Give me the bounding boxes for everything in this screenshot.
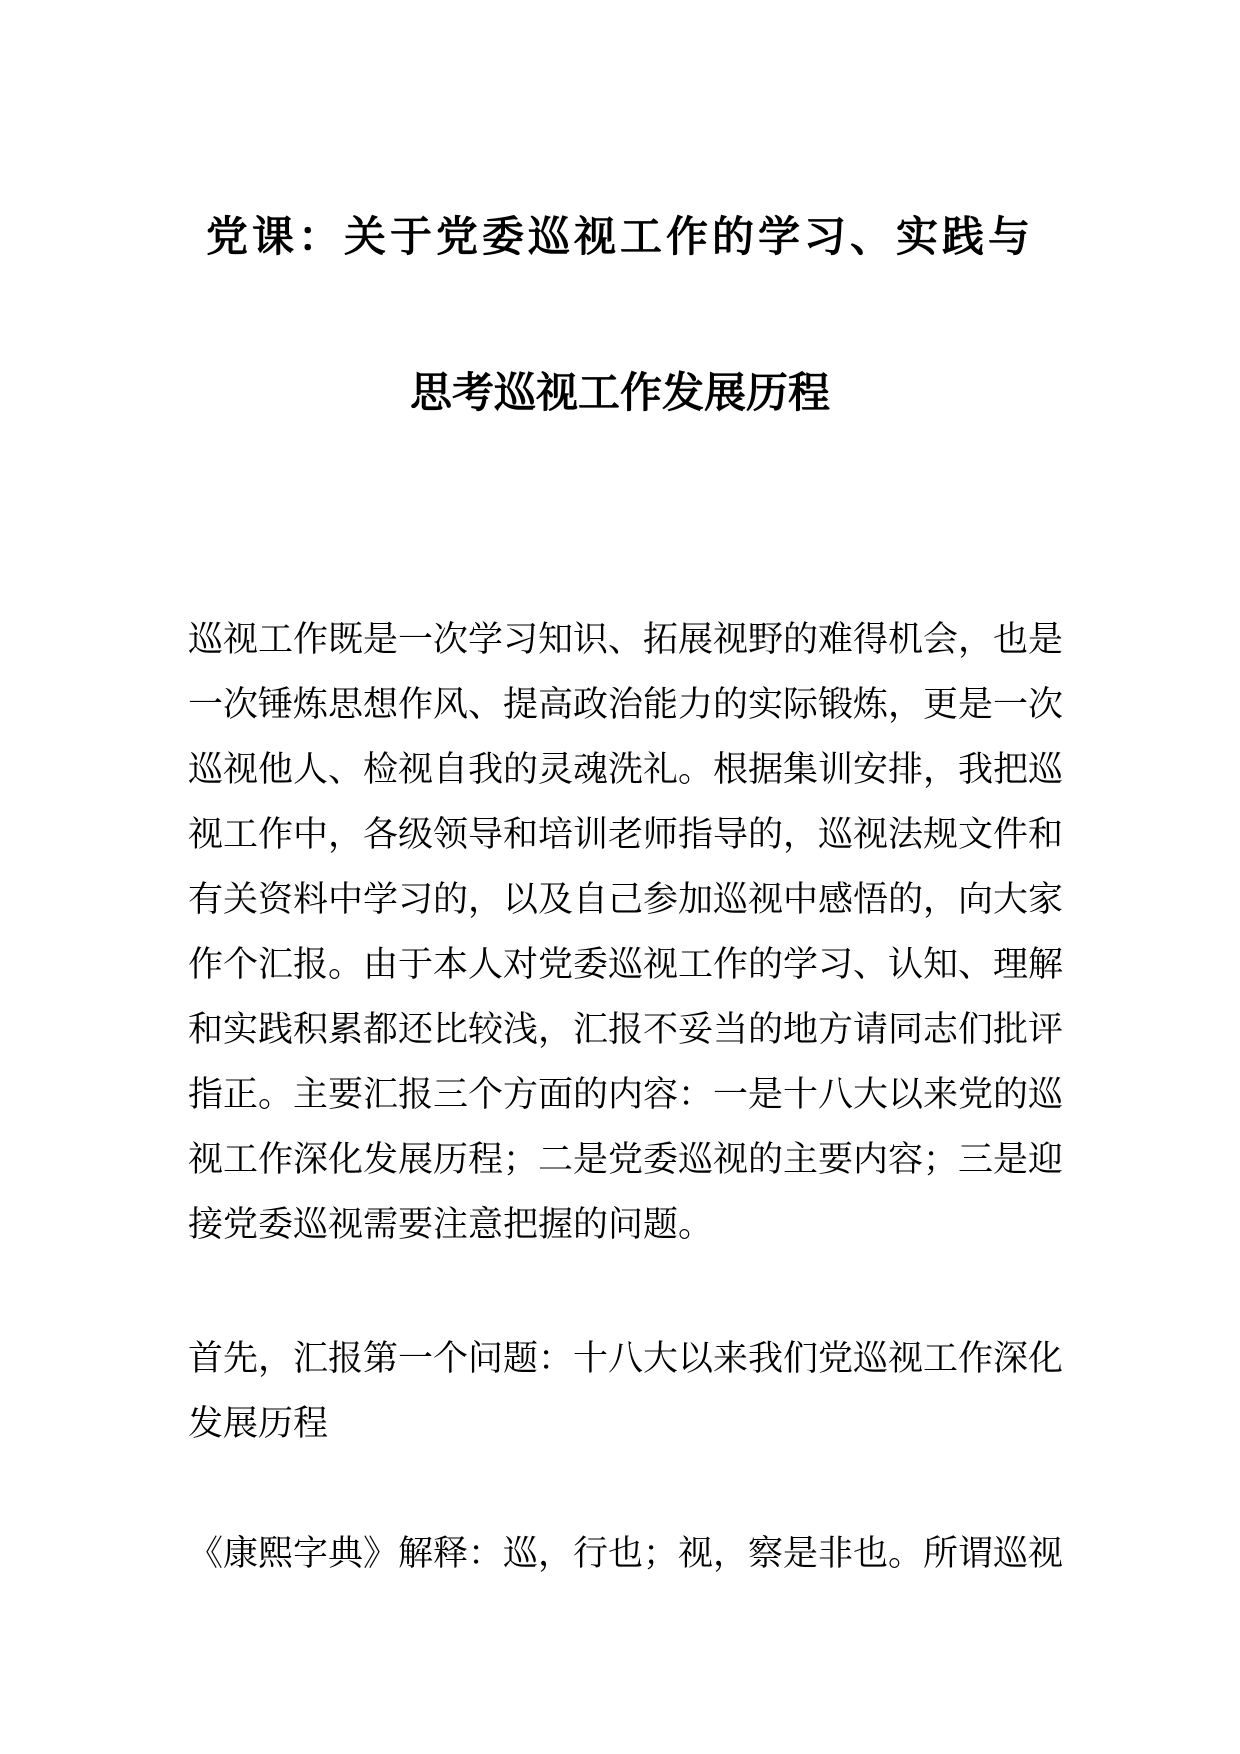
text-line: 视工作深化发展历程；二是党委巡视的主要内容；三是迎 [188, 1140, 1064, 1180]
text-line: 一次锤炼思想作风、提高政治能力的实际锻炼，更是一次 [188, 685, 1064, 725]
paragraph-first-topic [188, 1327, 1062, 1457]
text-line: 巡视他人、检视自我的灵魂洗礼。根据集训安排，我把巡 [188, 750, 1064, 790]
text-line: 和实践积累都还比较浅，汇报不妥当的地方请同志们批评 [188, 1010, 1064, 1050]
text-line: 接党委巡视需要注意把握的问题。 [188, 1205, 714, 1245]
text-line: 有关资料中学习的，以及自己参加巡视中感悟的，向大家 [188, 880, 1064, 920]
text-line: 巡视工作既是一次学习知识、拓展视野的难得机会，也是 [188, 620, 1064, 660]
document-title-line-2: 思考巡视工作发展历程 [409, 368, 830, 417]
paragraph-intro [188, 608, 1062, 1258]
text-line: 发展历程 [188, 1404, 329, 1444]
text-line: 《康熙字典》解释：巡，行也；视，察是非也。所谓巡视 [188, 1534, 1064, 1574]
text-line: 作个汇报。由于本人对党委巡视工作的学习、认知、理解 [188, 945, 1064, 985]
paragraph-kangxi [188, 1522, 1062, 1587]
text-line: 指正。主要汇报三个方面的内容：一是十八大以来党的巡 [188, 1075, 1064, 1115]
text-line: 视工作中，各级领导和培训老师指导的，巡视法规文件和 [188, 815, 1064, 855]
text-line: 首先，汇报第一个问题：十八大以来我们党巡视工作深化 [188, 1339, 1064, 1379]
document-title-line-1: 党课：关于党委巡视工作的学习、实践与 [205, 212, 1034, 261]
